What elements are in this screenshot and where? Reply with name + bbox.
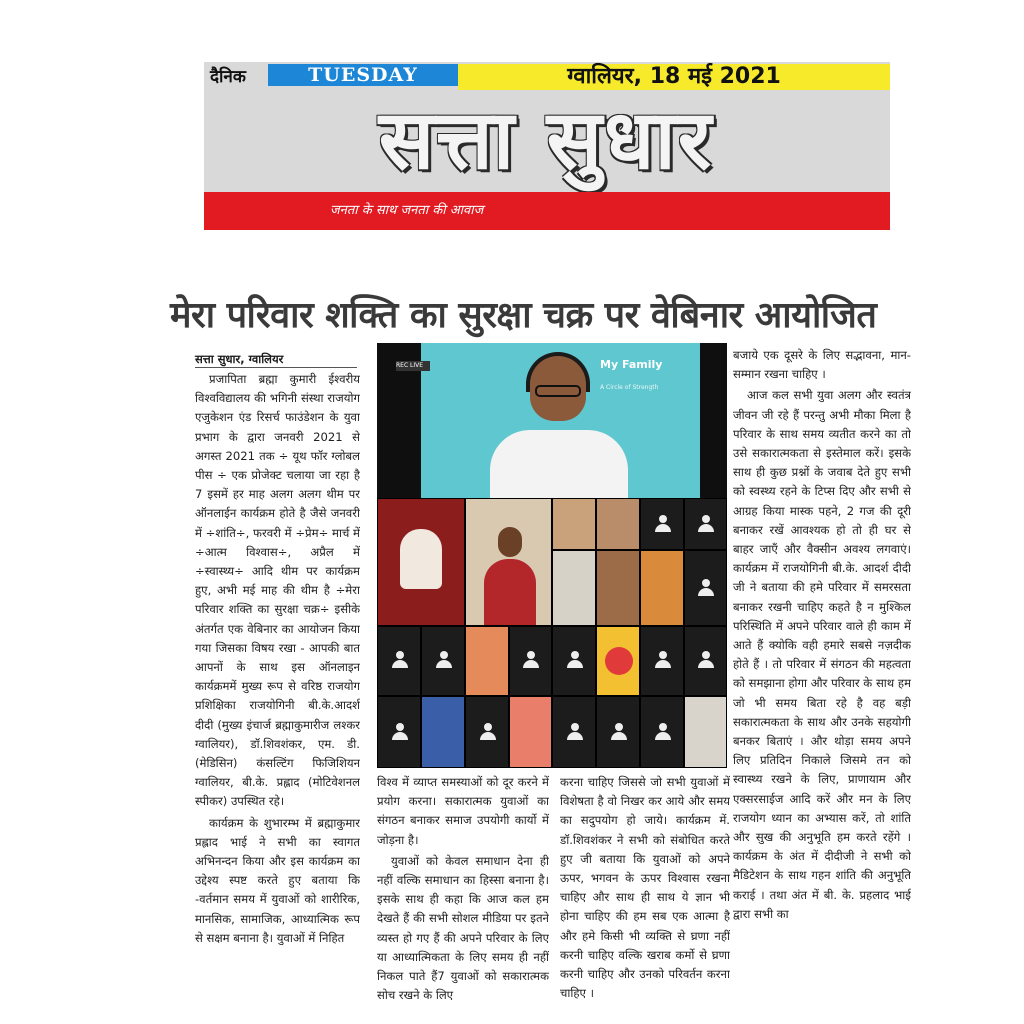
participant-tile bbox=[596, 550, 640, 626]
participant-tile bbox=[509, 696, 552, 768]
participant-head bbox=[498, 527, 522, 557]
user-icon bbox=[566, 723, 584, 741]
participant-tile bbox=[684, 550, 727, 626]
rec-live-badge: REC LIVE bbox=[396, 361, 430, 371]
participant-tile bbox=[465, 498, 552, 626]
participant-tile bbox=[640, 498, 684, 550]
paragraph: प्रजापिता ब्रह्मा कुमारी ईश्वरीय विश्वविद्यालय की भगिनी संस्था राजयोग एजुकेशन एंड रिसर्च फाउंडेशन के युवा प्रभाग के द्वारा जनवरी 2021 से अगस्त 2021 तक ÷ यूथ फॉर ग्लोबल पीस ÷ एक प्रोजेक्ट चलाया जा रहा है 7 इसमें हर माह अलग अलग थीम पर ऑनलाईन कार्यक्रम होते है जैसे जनवरी में ÷शांति÷, फरवरी में ÷प्रेम÷ मार्च में ÷आत्म विश्वास÷, अप्रैल में ÷स्वास्थ्य÷ आदि थीम पर कार्यक्रम हुए, अभी मई माह की थीम है ÷मेरा परिवार शक्ति का सुरक्षा चक्र÷ इसीके अंतर्गत एक वेबिनार का आयोजन किया गया जिसका विषय रखा - आपकी बात आपनों के साथ इस ऑनलाइन कार्यक्रममें मुख्य रूप से वरिष्ठ राजयोग प्रशिक्षिका राजयोगिनी बी.के.आदर्श दीदी (मुख्य इंचार्ज ब्रह्माकुमारीज लश्कर ग्वालियर), डॉ.शिवशंकर, एम. डी. (मेडिसिन) कंसल्टिंग फिजिशियन ग्वालियर, बी.के. प्रह्लाद (मोटिवेशनल स्पीकर) उपस्थित रहे। bbox=[195, 372, 360, 809]
participant-tile bbox=[596, 498, 640, 550]
user-icon bbox=[479, 723, 497, 741]
participant-tile bbox=[684, 498, 727, 550]
user-icon bbox=[435, 651, 453, 669]
participant-tile bbox=[552, 626, 596, 696]
participant-figure bbox=[400, 529, 442, 589]
participant-tile bbox=[465, 626, 509, 696]
masthead-tagline: जनता के साथ जनता की आवाज bbox=[330, 203, 484, 218]
masthead-day: TUESDAY bbox=[268, 64, 458, 86]
participant-tile bbox=[640, 550, 684, 626]
article-column-2 bbox=[377, 773, 549, 1023]
masthead-dateline: ग्वालियर, 18 मई 2021 bbox=[458, 64, 890, 90]
article-column-4 bbox=[733, 346, 911, 1022]
user-icon bbox=[654, 515, 672, 533]
participant-tile bbox=[377, 696, 421, 768]
newspaper-name: सत्ता सुधार bbox=[378, 93, 714, 188]
participant-tile bbox=[552, 498, 596, 550]
glasses-icon bbox=[535, 385, 581, 397]
speaker-shirt bbox=[490, 430, 628, 498]
participant-tile bbox=[596, 696, 640, 768]
brand-subtitle: A Circle of Strength bbox=[600, 384, 659, 391]
user-icon bbox=[522, 651, 540, 669]
user-icon bbox=[654, 723, 672, 741]
sun-emblem-icon bbox=[605, 647, 633, 675]
user-icon bbox=[697, 651, 715, 669]
paragraph: युवाओं को केवल समाधान देना ही नहीं वल्कि समाधान का हिस्सा बनाना है।इसके साथ ही कहा कि आज कल हम देखते हैं की सभी सोशल मीडिया पर इतने व्यस्त हो गए हैं की अपने परिवार के लिए या आध्यात्मिकता के लिए समय ही नहीं निकल पाते हैं7 युवाओं को सकारात्मक सोच रखने के लिए bbox=[377, 853, 549, 1003]
user-icon bbox=[654, 651, 672, 669]
paragraph: करना चाहिए जिससे जो सभी युवाओं में विशेषता है वो निखर कर आये और समय का सदुपयोग हो जाये। कार्यक्रम में. डॉ.शिवशंकर ने सभी को संबोधित करते हुए जी बताया कि युवाओं को अपने ऊपर, भगवन के ऊपर विश्वास रखना चाहिए और साथ ही साथ ये ज्ञान भी होना चाहिए की हम सब एक आत्मा है और हमे किसी भी व्यक्ति से घ्रणा नहीं करनी चाहिए वल्कि खराब कर्मो से घ्रणा करनी चाहिए और उनको परिवर्तन करना चाहिए । bbox=[560, 775, 730, 1001]
participant-tile bbox=[377, 626, 421, 696]
participant-tile bbox=[421, 696, 465, 768]
participant-tile bbox=[640, 696, 684, 768]
user-icon bbox=[391, 723, 409, 741]
paragraph: कार्यक्रम के शुभारम्भ में ब्रह्माकुमार प्रह्लाद भाई ने सभी का स्वागत अभिनन्दन किया और इस कार्यक्रम का उद्देश्य स्पष्ट करते हुए बताया कि -वर्तमान समय में युवाओं को शारीरिक, मानसिक, सामाजिक, आध्यात्मिक रूप से सक्षम बनाना है। युवाओं में निहित bbox=[195, 815, 360, 945]
user-icon bbox=[697, 515, 715, 533]
brand-title: My Family bbox=[600, 358, 663, 371]
participant-tile bbox=[377, 498, 465, 626]
user-icon bbox=[391, 651, 409, 669]
user-icon bbox=[697, 579, 715, 597]
paragraph: विश्व में व्याप्त समस्याओं को दूर करने में प्रयोग करना। सकारात्मक युवाओं का संगठन बनाकर समाज उपयोगी कार्यो में जोड़ना है। bbox=[377, 775, 549, 847]
participant-tile bbox=[596, 626, 640, 696]
article-column-3 bbox=[560, 773, 730, 1023]
participant-tile bbox=[640, 626, 684, 696]
paragraph: आज कल सभी युवा अलग और स्वतंत्र जीवन जी रहे हैं परन्तु अभी मौका मिला है परिवार के साथ समय व्यतीत करने का तो उसे सकारात्मकता से इस्तेमाल करें। इसके साथ ही कुछ प्रश्नों के जवाब देते हुए सभी को स्वस्थ्य रहने के टिप्स दिए और सभी से आग्रह किया मास्क पहने, 2 गज की दूरी बनाकर रखें आवश्यक हो तो ही घर से बाहर जाएँ और वैक्सीन अवश्य लगवाएं। कार्यक्रम में राजयोगिनी बी.के. आदर्श दीदी जी ने बताया की हमे परिवार में समरसता बनाकर रखनी चाहिए कहते है न मुश्किल परिस्थिति में अपने परिवार वाले ही काम में आते हैं क्योकि वही हमारे सबसे नज़दीक होते हैं । तो परिवार में संगठन की महत्वता को समझाना होगा और परिवार के साथ हम जो भी समय बिता रहे है वह बड़ी सकारात्मकता के साथ और उनके सहयोगी बनकर बिताएं । और थोड़ा समय अपने लिए प्रतिदिन निकाले जिसमे तन को स्वास्थ्य रखने के लिए, प्राणायाम और एक्सरसाईज आदि करें और मन के लिए राजयोग ध्यान का अभ्यास करें, तो शांति और सुख की अनुभूति हम करते रहेंगे । कार्यक्रम के अंत में दीदीजी ने सभी को मैडिटेशन के साथ गहन शांति की अनुभूति कराई । तथा अंत में बी. के. प्रहलाद भाई द्वारा सभी का bbox=[733, 388, 911, 921]
participant-tile bbox=[421, 626, 465, 696]
user-icon bbox=[566, 651, 584, 669]
paragraph: बजाये एक दूसरे के लिए सद्भावना, मान-सम्मान रखना चाहिए । bbox=[733, 348, 911, 382]
participant-figure bbox=[484, 559, 536, 625]
participant-tile bbox=[684, 626, 727, 696]
participant-tile bbox=[509, 626, 552, 696]
masthead-dainik: दैनिक bbox=[210, 67, 246, 87]
participant-tile bbox=[684, 696, 727, 768]
article-headline: मेरा परिवार शक्ति का सुरक्षा चक्र पर वेबिनार आयोजित bbox=[170, 295, 877, 336]
participant-tile bbox=[552, 550, 596, 626]
article-byline: सत्ता सुधार, ग्वालियर bbox=[195, 350, 357, 368]
participant-tile bbox=[552, 696, 596, 768]
participant-tile bbox=[465, 696, 509, 768]
user-icon bbox=[610, 723, 628, 741]
article-column-1 bbox=[195, 370, 360, 1020]
